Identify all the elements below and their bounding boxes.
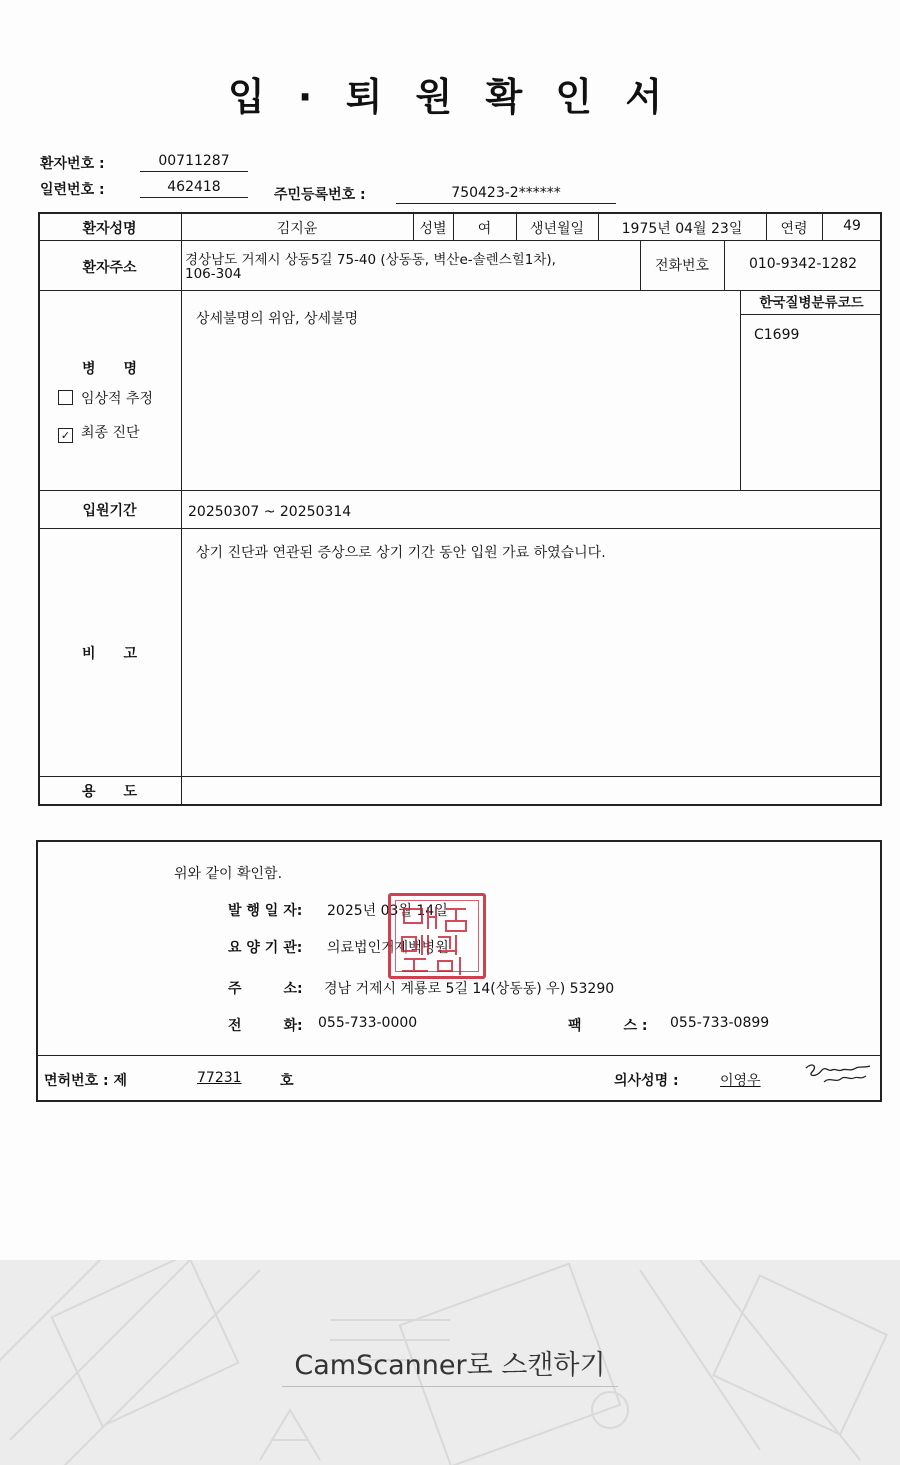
institution-fax-label: 팩 스 : [568, 1018, 648, 1034]
clinical-estimate-label: 임상적 추정 [81, 391, 154, 407]
serial-no: 462418 [140, 179, 248, 198]
doctor-name: 이영우 [720, 1073, 761, 1089]
hospital-seal [388, 893, 486, 979]
name-label: 환자성명 [82, 221, 137, 237]
clinical-estimate-checkbox[interactable] [58, 390, 73, 405]
license-label: 면허번호 : 제 [44, 1073, 127, 1089]
kcd-divider [740, 314, 882, 315]
institution-tel: 055-733-0000 [318, 1015, 418, 1031]
patient-no-label: 환자번호 : [40, 156, 105, 172]
kcd-label: 한국질병분류코드 [759, 295, 864, 311]
remarks-text: 상기 진단과 연관된 증상으로 상기 기간 동안 입원 가료 하였습니다. [196, 545, 606, 561]
clinical-estimate-option[interactable] [58, 388, 153, 408]
purpose-label: 용 도 [81, 784, 138, 800]
phone-value: 010-9342-1282 [748, 256, 858, 272]
patient-name: 김지윤 [276, 221, 318, 237]
birth-label: 생년월일 [529, 221, 585, 237]
serial-no-label: 일련번호 : [40, 182, 105, 198]
phone-label: 전화번호 [654, 258, 710, 274]
row-divider [38, 490, 882, 491]
confirm-intro: 위와 같이 확인함. [174, 866, 283, 882]
institution-label: 요 양 기 관: [228, 940, 303, 956]
final-diagnosis-label: 최종 진단 [81, 425, 140, 441]
age-value: 49 [843, 218, 861, 234]
seal-glyphs [388, 893, 486, 979]
age-label: 연령 [780, 221, 808, 237]
sex-label: 성별 [419, 221, 447, 237]
address-label: 환자주소 [82, 260, 137, 276]
resident-no-label: 주민등록번호 : [274, 187, 366, 203]
license-suffix: 호 [280, 1073, 294, 1089]
patient-no: 00711287 [140, 153, 248, 172]
institution-tel-label: 전 화: [228, 1018, 303, 1034]
remarks-label: 비 고 [81, 646, 138, 662]
period-value: 20250307 ~ 20250314 [188, 504, 352, 520]
disease-label: 병 명 [81, 361, 138, 377]
doctor-name-label: 의사성명 : [614, 1073, 679, 1089]
label-column-divider [181, 212, 182, 806]
row-divider [38, 528, 882, 529]
final-diagnosis-checkbox[interactable]: ✓ [58, 428, 73, 443]
sex-value: 여 [477, 221, 492, 237]
issue-date: 2025년 03월 14일 [327, 903, 448, 919]
address-line1: 경상남도 거제시 상동5길 75-40 (상동동, 벽산e-솔렌스힐1차), [185, 252, 556, 268]
institution-fax: 055-733-0899 [670, 1015, 770, 1031]
document-title: 입 · 퇴 원 확 인 서 [227, 75, 673, 119]
final-diagnosis-option[interactable] [58, 422, 140, 443]
diagnosis-text: 상세불명의 위암, 상세불명 [196, 311, 359, 327]
doctor-signature [800, 1058, 874, 1088]
address-line2: 106-304 [185, 266, 242, 282]
row-divider [38, 240, 882, 241]
license-number: 77231 [197, 1070, 242, 1086]
institution-address-label: 주 소: [228, 981, 303, 997]
resident-no: 750423-2****** [396, 185, 616, 204]
license-divider [36, 1055, 882, 1056]
col-divider [740, 290, 741, 490]
issue-date-label: 발 행 일 자: [228, 903, 303, 919]
institution: 의료법인거제백병원 [327, 940, 449, 956]
row-divider [38, 776, 882, 777]
kcd-value: C1699 [754, 327, 800, 343]
camscanner-brand[interactable]: CamScanner로 스캔하기 [294, 1350, 606, 1381]
period-label: 입원기간 [82, 503, 137, 519]
birth-value: 1975년 04월 23일 [621, 221, 743, 237]
institution-address: 경남 거제시 계룡로 5길 14(상동동) 우) 53290 [324, 981, 615, 997]
brand-underline [282, 1386, 618, 1387]
